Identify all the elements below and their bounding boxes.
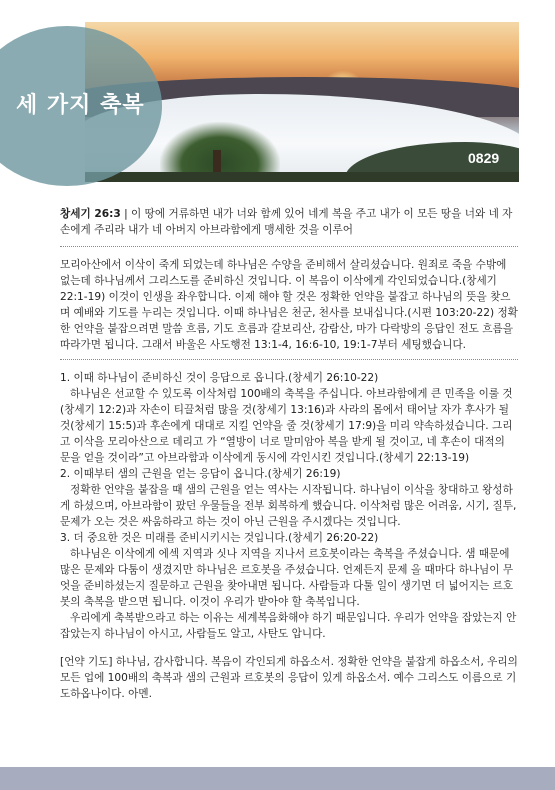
section-body: 정확한 언약을 붙잡을 때 샘의 근원을 얻는 역사는 시작됩니다. 하나님이 이삭을 창대하고 왕성하게 하셨으며, 아브라함이 팠던 우물들을 전부 회복하게 했습니다. 이삭처럼 많은 어려움, 시기, 질투, 문제가 오는 것은 싸움하라고 하는 것이 아닌 근원을 주시겠다는 것입니다.: [60, 484, 517, 528]
divider: [60, 246, 518, 247]
section-body: 우리에게 축복받으라고 하는 이유는 세계복음화해야 하기 때문입니다. 우리가 언약을 잡았는지 안 잡았는지 하나님이 아시고, 사람들도 알고, 사탄도 압니다.: [60, 612, 517, 640]
verse-text: | 이 땅에 거류하면 내가 너와 함께 있어 네게 복을 주고 내가 이 모든 땅을 너와 네 자손에게 주리라 내가 네 아버지 아브라함에게 맹세한 것을 이루어: [60, 208, 513, 236]
section-heading: 2. 이때부터 샘의 근원을 얻는 응답이 옵니다.(창세기 26:19): [60, 468, 341, 480]
ground: [85, 172, 519, 182]
intro-paragraph: 모리아산에서 이삭이 죽게 되었는데 하나님은 수양을 준비해서 살리셨습니다. 원죄로 죽을 수밖에 없는데 하나님께서 그리스도를 준비하신 것입니다. 이 복음이 이삭에게 각인되었습니다.(창세기 22:1-19) 이것이 인생을 좌우합니다. 이제 해야 할 것은 정확한 언약을 붙잡고 하나님의 뜻을 찾으며 예배와 기도를 누리는 것입니다. 이때 하나님은 천군, 천사를 보내십니다.(시편 103:20-22) 정확한 언약을 붙잡으려면 말씀 흐름, 기도 흐름과 갈보리산, 감람산, 마가 다락방의 응답인 전도 흐름을 따라가면 됩니다. 그래서 바울은 사도행전 13:1-4, 16:6-10, 19:1-7부터 세팅했습니다.: [60, 259, 518, 351]
main-content: [60, 206, 518, 702]
page-title: 세 가지 축복: [16, 93, 145, 118]
verse-ref: 창세기 26:3: [60, 208, 121, 220]
header: [0, 0, 555, 190]
section-heading: 1. 이때 하나님이 준비하신 것이 응답으로 옵니다.(창세기 26:10-22): [60, 372, 379, 384]
section-body: 하나님은 선교할 수 있도록 이삭처럼 100배의 축복을 주십니다. 아브라함에게 큰 민족을 이룰 것(창세기 12:2)과 자손이 티끌처럼 많을 것(창세기 13:16)과 사라의 몸에서 태어날 자가 후사가 될 것(창세기 15:5)과 후손에게 대대로 지킬 언약을 줄 것(창세기 17:9)을 미리 약속하셨습니다. 그리고 이삭을 모리아산으로 데리고 가 “열방이 너로 말미암아 복을 받게 될 것이고, 네 후손이 대적의 문을 얻을 것이라”고 아브라함과 이삭에게 동시에 각인시킨 것입니다.(창세기 22:13-19): [60, 388, 513, 464]
section-heading: 3. 더 중요한 것은 미래를 준비시키시는 것입니다.(창세기 26:20-22): [60, 532, 379, 544]
prayer-paragraph: [언약 기도] 하나님, 감사합니다. 복음이 각인되게 하옵소서. 정확한 언약을 붙잡게 하옵소서, 우리의 모든 업에 100배의 축복과 샘의 근원과 르호봇의 응답이 있게 하옵소서. 예수 그리스도 이름으로 기도하옵나이다. 아멘.: [60, 656, 518, 700]
bottom-bar: [0, 767, 555, 790]
verse: [60, 206, 518, 238]
date-label: 0829: [468, 150, 500, 166]
section-body: 하나님은 이삭에게 에섹 지역과 싯나 지역을 지나서 르호봇이라는 축복을 주셨습니다. 샘 때문에 많은 문제와 다툼이 생겼지만 하나님은 르호봇을 주셨습니다. 언제든지 문제 올 때마다 하나님이 무엇을 준비하셨는지 질문하고 근원을 찾아내면 됩니다. 사람들과 다툴 일이 생기면 더 넓어지는 르호봇의 축복을 받으면 됩니다. 이것이 우리가 받아야 할 축복입니다.: [60, 548, 514, 608]
divider: [60, 359, 518, 360]
